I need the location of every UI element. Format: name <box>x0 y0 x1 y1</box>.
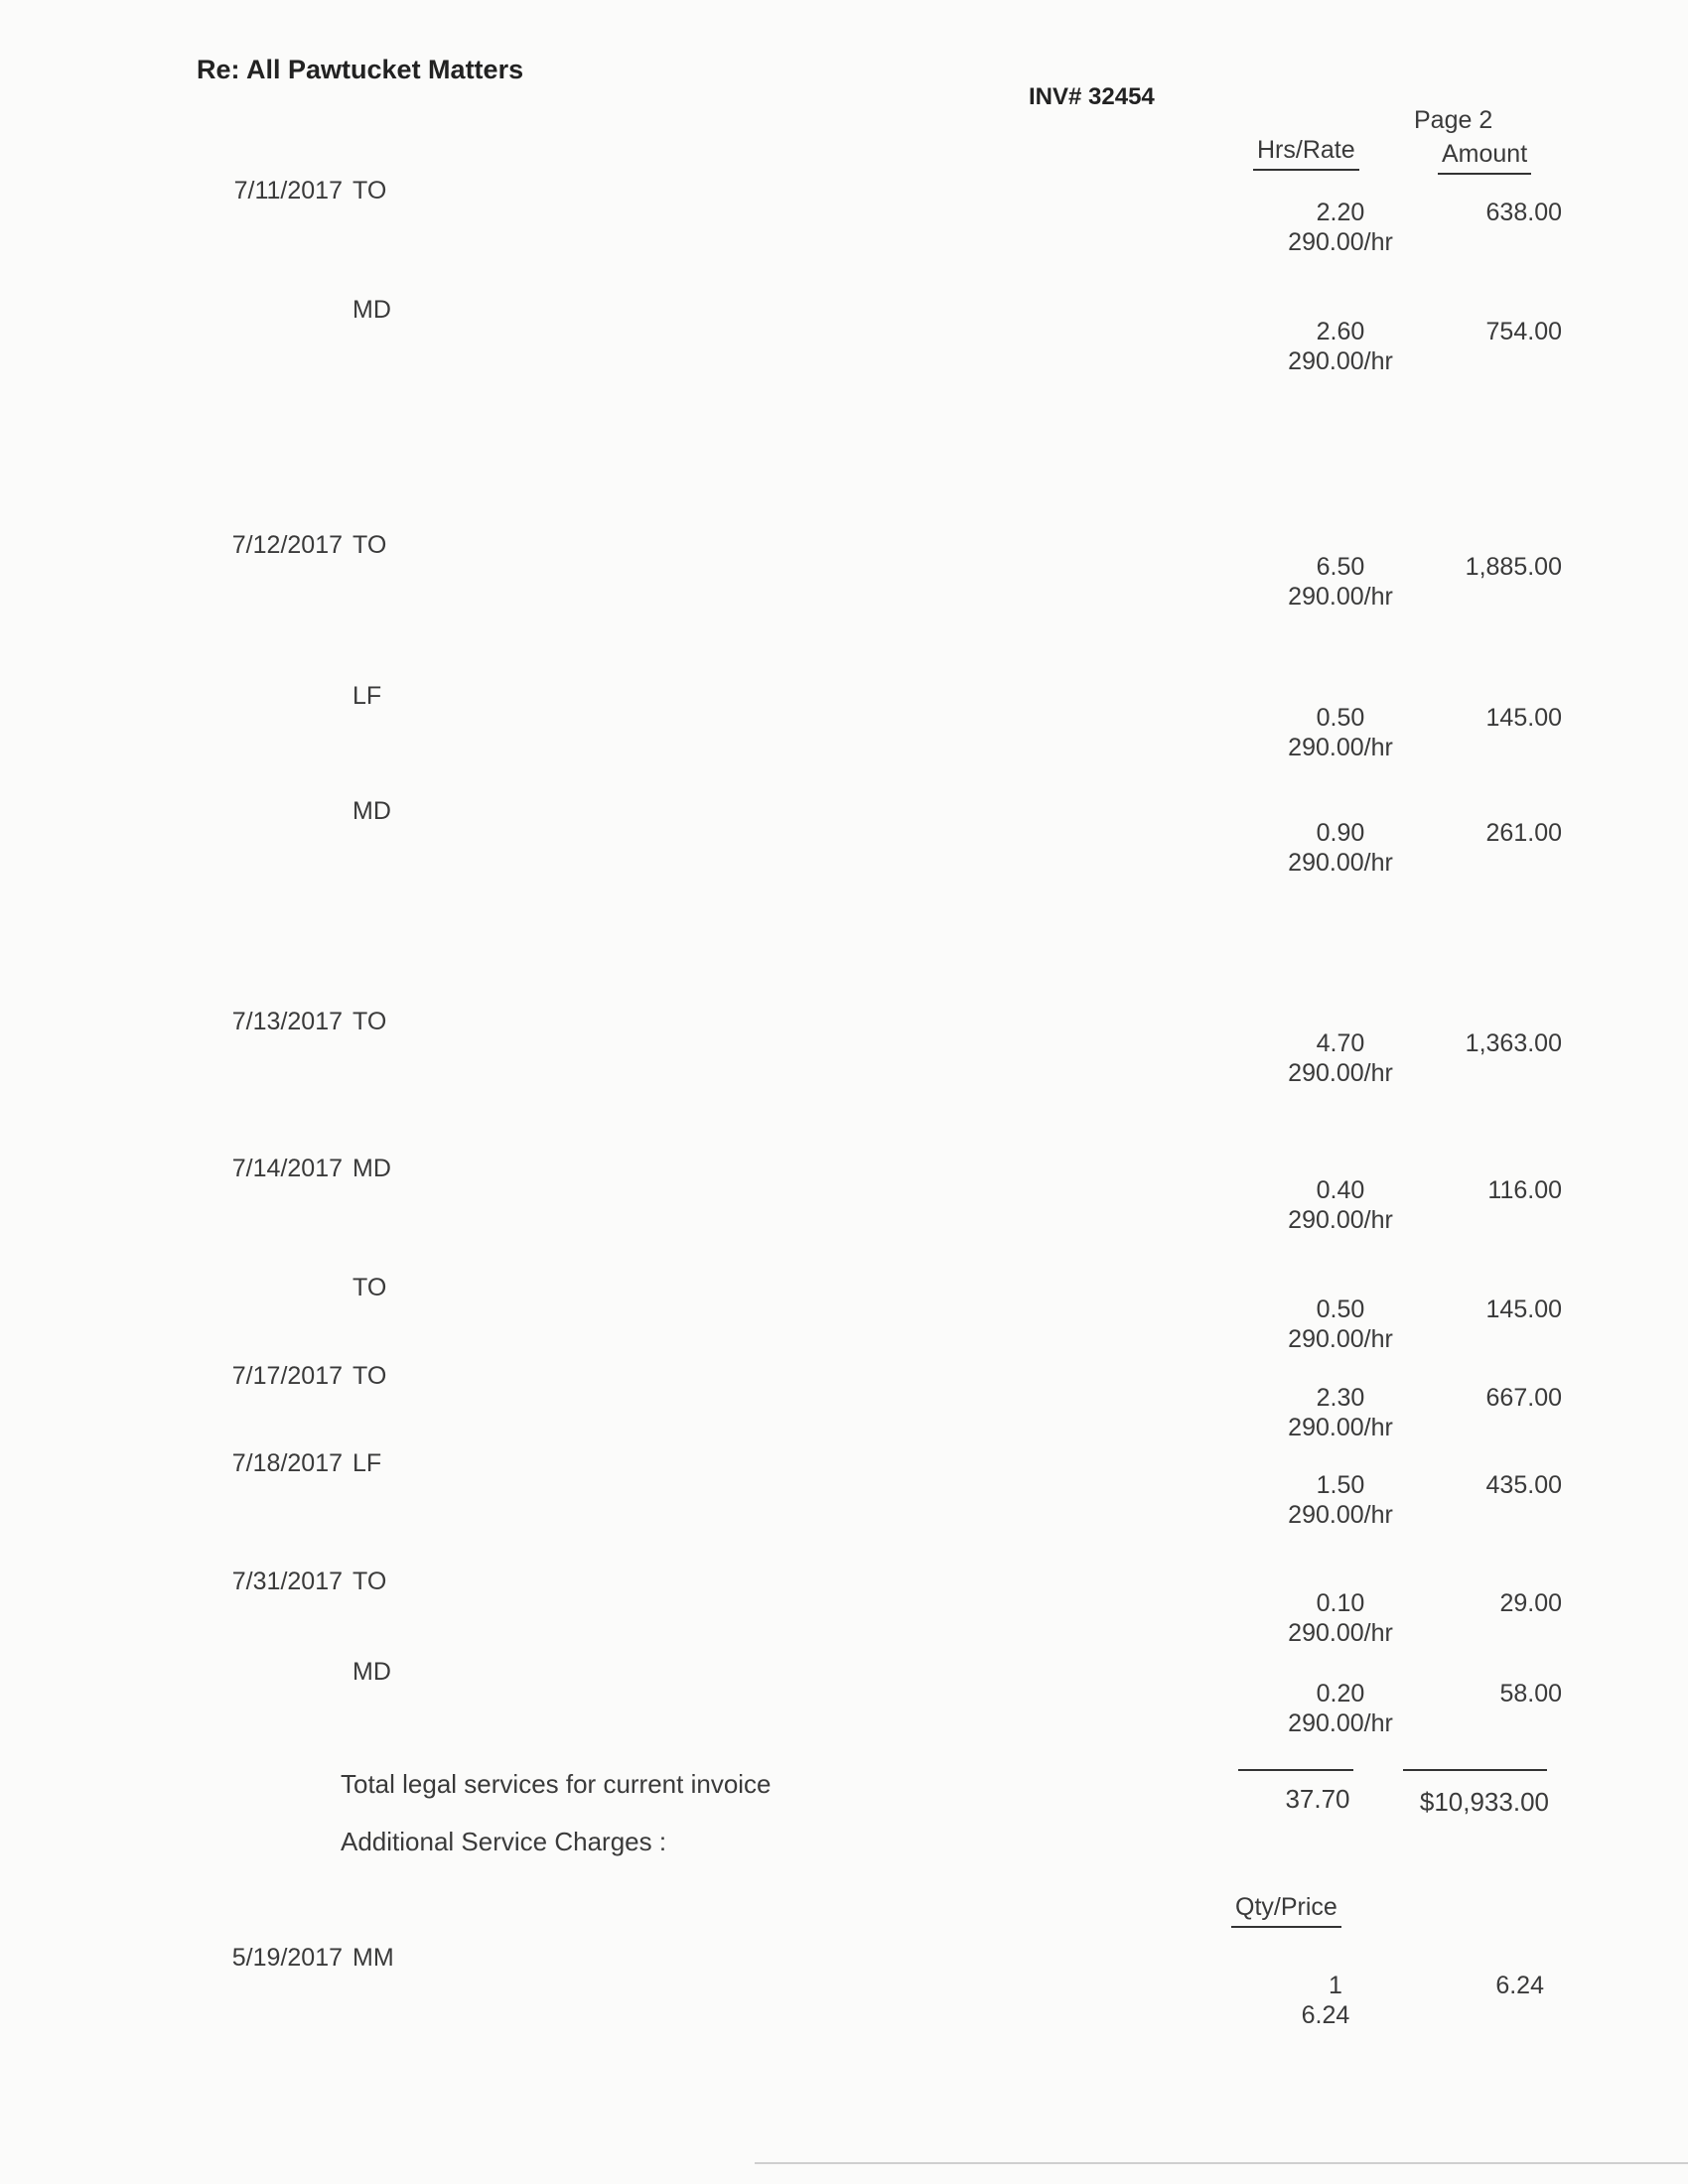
matter-reference: Re: All Pawtucket Matters <box>197 55 524 84</box>
total-amount-rule <box>1403 1769 1547 1771</box>
entry-rate: 290.00/hr <box>1288 1325 1393 1353</box>
entry-rate: 290.00/hr <box>1288 1619 1393 1647</box>
entry-date: 7/31/2017 <box>231 1568 343 1595</box>
time-entry <box>0 1568 1688 1647</box>
total-legal-services-label: Total legal services for current invoice <box>341 1769 772 1799</box>
entry-hours: 0.10 <box>1316 1589 1365 1617</box>
entry-timekeeper: LF <box>352 682 382 710</box>
entry-timekeeper: TO <box>352 1274 387 1301</box>
entry-timekeeper: LF <box>352 1449 382 1477</box>
charge-timekeeper: MM <box>352 1944 394 1972</box>
entry-timekeeper: TO <box>352 1008 387 1035</box>
time-entry <box>0 797 1688 877</box>
charge-date: 5/19/2017 <box>231 1944 343 1972</box>
entry-rate: 290.00/hr <box>1288 734 1393 761</box>
time-entry <box>0 177 1688 256</box>
time-entry <box>0 531 1688 611</box>
entry-timekeeper: MD <box>352 797 391 825</box>
entry-rate: 290.00/hr <box>1288 1709 1393 1737</box>
entry-amount: 1,363.00 <box>1465 1029 1562 1057</box>
entry-amount: 145.00 <box>1485 1296 1562 1323</box>
additional-charges-label: Additional Service Charges : <box>341 1827 667 1856</box>
time-entry <box>0 1362 1688 1441</box>
total-amount: $10,933.00 <box>1419 1787 1549 1817</box>
entry-amount: 116.00 <box>1487 1176 1562 1204</box>
entry-rate: 290.00/hr <box>1288 1501 1393 1529</box>
entry-hours: 4.70 <box>1316 1029 1365 1057</box>
total-hours-rule <box>1238 1769 1353 1771</box>
charge-price: 6.24 <box>1301 2001 1350 2029</box>
entry-timekeeper: TO <box>352 531 387 559</box>
entry-timekeeper: TO <box>352 1568 387 1595</box>
entry-rate: 290.00/hr <box>1288 849 1393 877</box>
entry-amount: 435.00 <box>1485 1471 1562 1499</box>
charge-amount: 6.24 <box>1495 1972 1544 1999</box>
entry-hours: 0.90 <box>1316 819 1365 847</box>
entry-amount: 1,885.00 <box>1465 553 1562 581</box>
entry-timekeeper: TO <box>352 1362 387 1390</box>
entry-amount: 638.00 <box>1485 199 1562 226</box>
entry-hours: 1.50 <box>1316 1471 1365 1499</box>
charge-entry <box>0 1944 1688 2029</box>
entry-amount: 667.00 <box>1485 1384 1562 1412</box>
entry-rate: 290.00/hr <box>1288 1414 1393 1441</box>
entry-date: 7/12/2017 <box>231 531 343 559</box>
entry-hours: 6.50 <box>1316 553 1365 581</box>
entry-date: 7/13/2017 <box>231 1008 343 1035</box>
entry-rate: 290.00/hr <box>1288 1059 1393 1087</box>
time-entry <box>0 1008 1688 1087</box>
entry-date: 7/11/2017 <box>233 177 343 205</box>
entry-amount: 261.00 <box>1485 819 1562 847</box>
entry-hours: 0.40 <box>1316 1176 1365 1204</box>
column-header-hrs-rate: Hrs/Rate <box>1253 136 1359 171</box>
entry-timekeeper: MD <box>352 296 391 324</box>
entry-amount: 754.00 <box>1485 318 1562 345</box>
entry-rate: 290.00/hr <box>1288 228 1393 256</box>
entry-amount: 58.00 <box>1499 1680 1562 1707</box>
time-entry <box>0 296 1688 375</box>
time-entry <box>0 1274 1688 1353</box>
entry-hours: 2.60 <box>1316 318 1365 345</box>
entry-hours: 0.50 <box>1316 704 1365 732</box>
entry-rate: 290.00/hr <box>1288 1206 1393 1234</box>
entry-hours: 2.30 <box>1316 1384 1365 1412</box>
invoice-number: INV# 32454 <box>1029 83 1155 110</box>
time-entry <box>0 682 1688 761</box>
entry-hours: 0.20 <box>1316 1680 1365 1707</box>
column-header-qty-price: Qty/Price <box>1231 1893 1341 1928</box>
entry-date: 7/17/2017 <box>231 1362 343 1390</box>
entry-timekeeper: MD <box>352 1155 391 1182</box>
entry-hours: 0.50 <box>1316 1296 1365 1323</box>
entry-amount: 29.00 <box>1499 1589 1562 1617</box>
entry-date: 7/14/2017 <box>231 1155 343 1182</box>
entry-timekeeper: TO <box>352 177 387 205</box>
time-entry <box>0 1658 1688 1737</box>
entry-date: 7/18/2017 <box>231 1449 343 1477</box>
footer-divider <box>755 2162 1688 2164</box>
time-entry <box>0 1449 1688 1529</box>
entry-amount: 145.00 <box>1485 704 1562 732</box>
charge-qty: 1 <box>1329 1972 1342 1999</box>
time-entry <box>0 1155 1688 1234</box>
entry-hours: 2.20 <box>1316 199 1365 226</box>
entry-timekeeper: MD <box>352 1658 391 1686</box>
column-header-amount: Amount <box>1438 140 1531 175</box>
entry-rate: 290.00/hr <box>1288 347 1393 375</box>
total-hours: 37.70 <box>1285 1784 1350 1814</box>
entry-rate: 290.00/hr <box>1288 583 1393 611</box>
page-number: Page 2 <box>1414 106 1493 134</box>
